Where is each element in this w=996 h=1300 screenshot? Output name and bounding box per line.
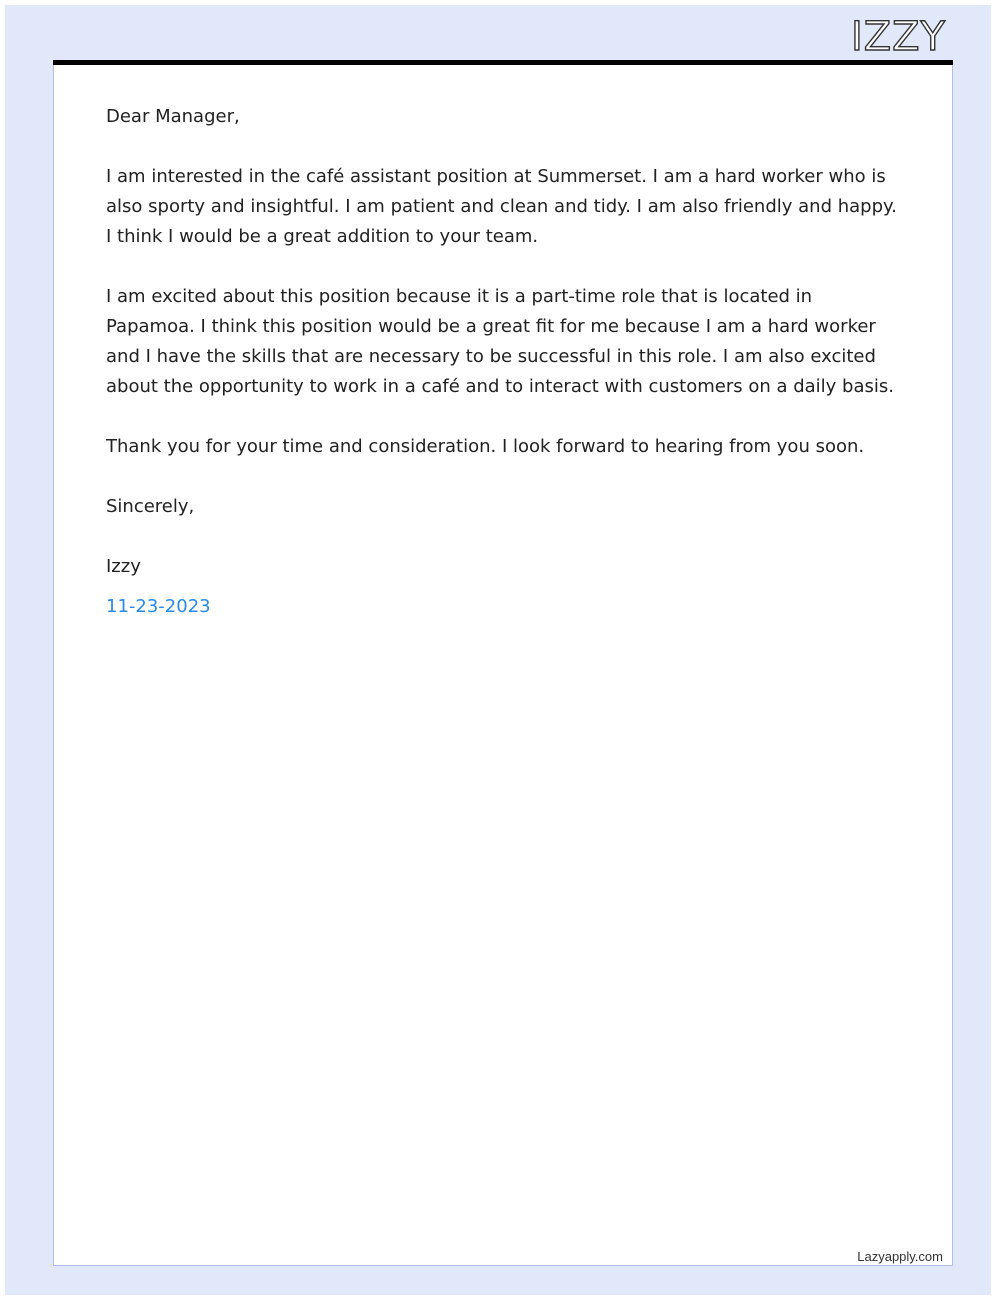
letter-date: 11-23-2023	[106, 596, 211, 617]
signature: Izzy	[106, 556, 141, 577]
footer-site: Lazyapply.com	[857, 1249, 943, 1264]
paragraph-2: I am excited about this position because it is a part-time role that is located in Papamoa. I think this position would be a great fit for me because I am a hard worker and I have the skills that are necessary to be successful in this role. I am also excited about the opportunity to work in a café and to interact with customers on a daily basis.	[106, 286, 894, 397]
letter-sheet	[53, 65, 953, 1266]
closing: Sincerely,	[106, 496, 195, 517]
paragraph-1: I am interested in the café assistant position at Summerset. I am a hard worker who is also sporty and insightful. I am patient and clean and tidy. I am also friendly and happy. I think I would be a great addition to your team.	[106, 166, 897, 247]
logo-text: IZZY	[850, 14, 946, 60]
paragraph-3: Thank you for your time and consideration. I look forward to hearing from you soon.	[106, 436, 865, 457]
page-background	[5, 5, 991, 1295]
letter-body	[106, 102, 906, 622]
salutation: Dear Manager,	[106, 106, 240, 127]
